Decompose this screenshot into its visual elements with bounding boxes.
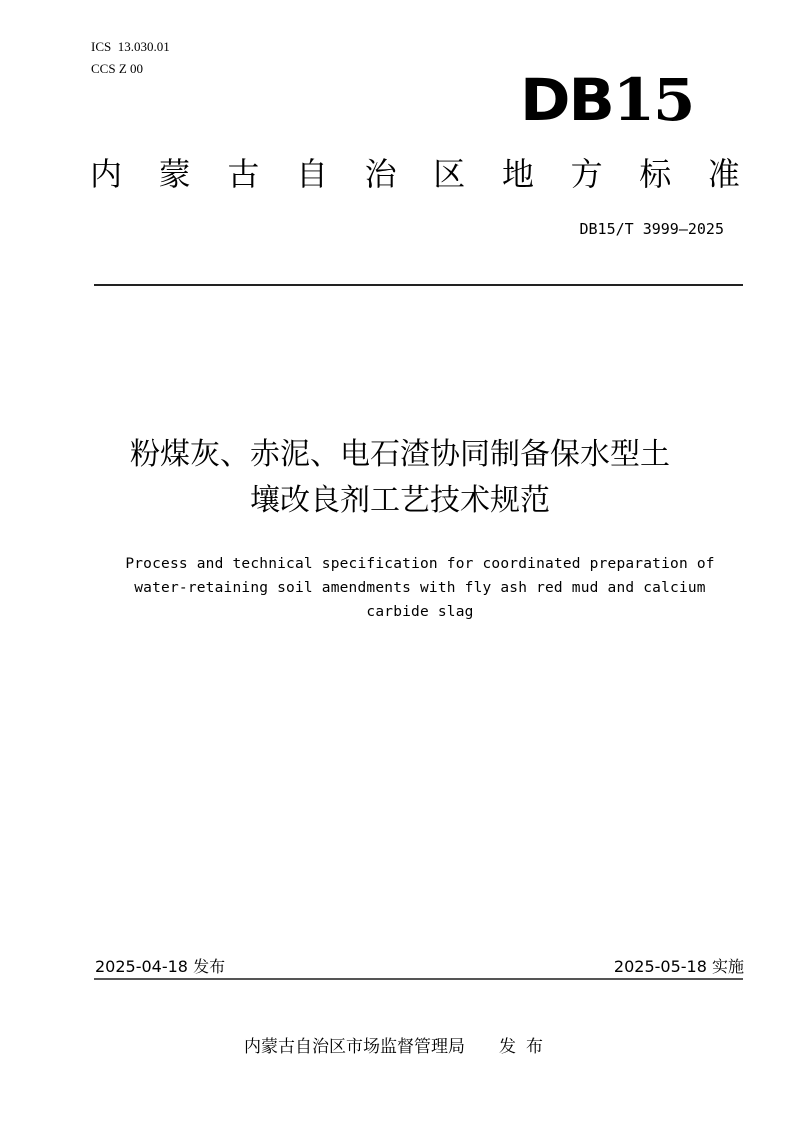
classification-codes bbox=[91, 36, 170, 80]
chinese-title-line-1: 粉煤灰、赤泥、电石渣协同制备保水型土 bbox=[130, 437, 670, 472]
issuer-line bbox=[244, 1034, 553, 1060]
ics-code: ICS 13.030.01 bbox=[91, 39, 170, 54]
logo-code: 15 bbox=[612, 66, 694, 134]
heading-char: 方 bbox=[570, 155, 603, 193]
heading-char: 古 bbox=[227, 155, 260, 193]
english-title: Process and technical specification for coordinated preparation of water-retaining soil amendments with fly ash red mud and calcium carbide slag bbox=[125, 556, 715, 620]
implementation-date: 2025-05-18 实施 bbox=[613, 957, 744, 976]
heading-char: 蒙 bbox=[158, 155, 191, 193]
top-divider bbox=[94, 284, 743, 286]
heading-char: 地 bbox=[501, 155, 534, 193]
heading-char: 内 bbox=[90, 155, 123, 193]
db15-logo bbox=[520, 66, 704, 134]
logo-prefix: DB bbox=[520, 66, 613, 134]
standard-type-heading bbox=[90, 152, 740, 196]
bottom-divider bbox=[94, 978, 743, 980]
heading-char: 治 bbox=[364, 155, 397, 193]
heading-char: 准 bbox=[707, 155, 740, 193]
heading-char: 标 bbox=[639, 155, 672, 193]
ccs-code: CCS Z 00 bbox=[91, 61, 144, 76]
chinese-title bbox=[0, 432, 800, 524]
release-date: 2025-04-18 发布 bbox=[95, 957, 226, 976]
chinese-title-line-2: 壤改良剂工艺技术规范 bbox=[250, 483, 550, 518]
issuer-action: 发布 bbox=[499, 1037, 553, 1057]
standard-number: DB15/T 3999—2025 bbox=[579, 220, 724, 238]
heading-char: 自 bbox=[295, 155, 328, 193]
heading-char: 区 bbox=[433, 155, 466, 193]
issuer-name: 内蒙古自治区市场监督管理局 bbox=[244, 1037, 465, 1057]
